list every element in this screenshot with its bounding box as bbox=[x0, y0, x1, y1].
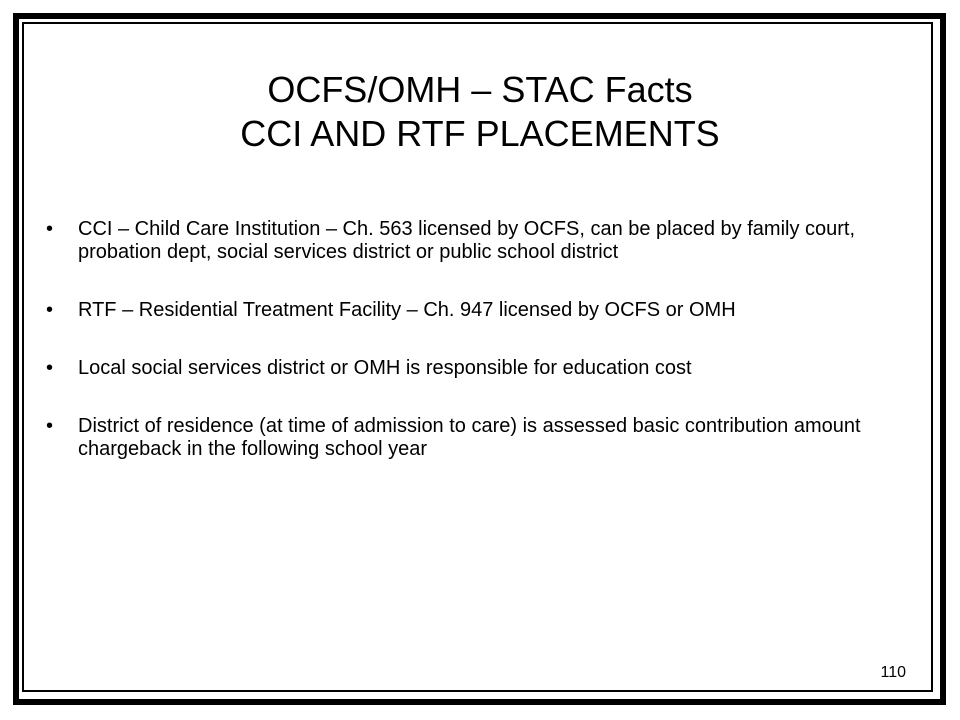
page-number: 110 bbox=[880, 664, 906, 681]
bullet-text: District of residence (at time of admission to care) is assessed basic contribution amount chargeback in the following school year bbox=[78, 415, 861, 460]
title-line-1: OCFS/OMH – STAC Facts bbox=[267, 69, 693, 110]
bullet-item-education-cost bbox=[46, 357, 896, 380]
bullet-item-district-chargeback bbox=[46, 415, 896, 461]
bullet-marker: • bbox=[46, 415, 54, 437]
bullet-marker: • bbox=[46, 218, 54, 240]
bullet-text: CCI – Child Care Institution – Ch. 563 licensed by OCFS, can be placed by family court, probation dept, social services district or public school district bbox=[78, 218, 856, 263]
bullet-item-rtf bbox=[46, 299, 896, 322]
bullet-text: RTF – Residential Treatment Facility – Ch. 947 licensed by OCFS or OMH bbox=[78, 299, 736, 321]
title-line-2: CCI AND RTF PLACEMENTS bbox=[240, 113, 720, 154]
bullet-marker: • bbox=[46, 357, 54, 379]
bullet-marker: • bbox=[46, 299, 54, 321]
bullet-list bbox=[46, 218, 896, 496]
slide-title bbox=[30, 68, 930, 156]
bullet-item-cci bbox=[46, 218, 896, 264]
bullet-text: Local social services district or OMH is responsible for education cost bbox=[78, 357, 692, 379]
